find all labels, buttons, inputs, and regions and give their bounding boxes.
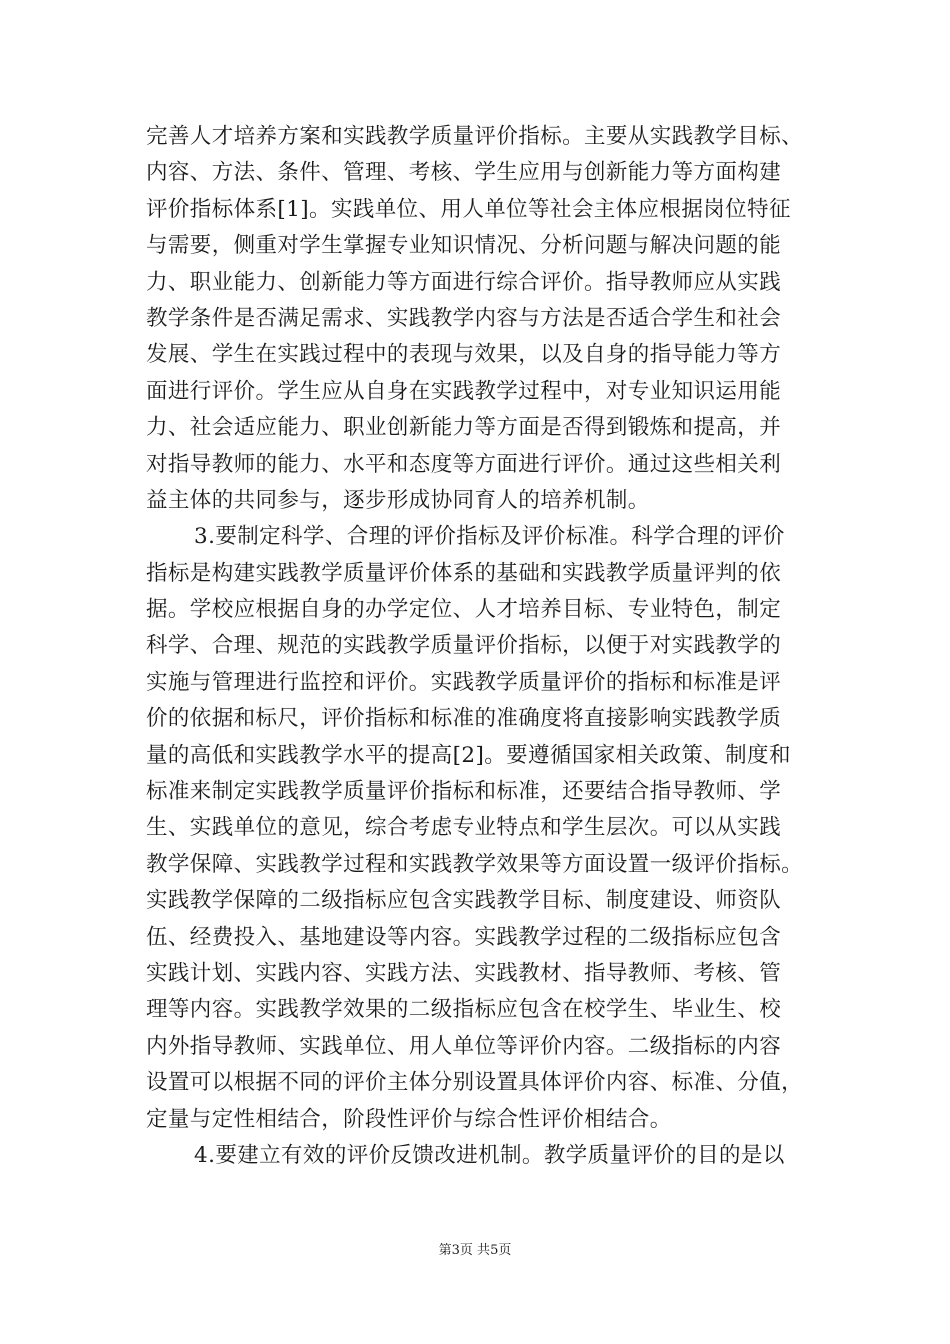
- page-number-middle: 页 共: [459, 1243, 491, 1258]
- text-line: 实践计划、实践内容、实践方法、实践教材、指导教师、考核、管: [146, 960, 782, 986]
- text-line: 价的依据和标尺，评价指标和标准的准确度将直接影响实践教学质: [146, 706, 782, 732]
- text-line: 设置可以根据不同的评价主体分别设置具体评价内容、标准、分值，: [146, 1070, 804, 1096]
- text-line: 完善人才培养方案和实践教学质量评价指标。主要从实践教学目标、: [146, 124, 804, 149]
- text-line: 评价指标体系[1]。实践单位、用人单位等社会主体应根据岗位特征: [146, 196, 791, 222]
- text-line: 内外指导教师、实践单位、用人单位等评价内容。二级指标的内容: [146, 1033, 782, 1059]
- text-line: 指标是构建实践教学质量评价体系的基础和实践教学质量评判的依: [146, 560, 782, 586]
- text-line: 标准来制定实践教学质量评价指标和标准，还要结合指导教师、学: [146, 779, 782, 805]
- page-number-suffix: 页: [498, 1243, 512, 1258]
- text-line: 对指导教师的能力、水平和态度等方面进行评价。通过这些相关利: [146, 451, 782, 477]
- paragraph-start-line: 3.要制定科学、合理的评价指标及评价标准。科学合理的评价: [194, 524, 785, 550]
- text-line: 据。学校应根据自身的办学定位、人才培养目标、专业特色，制定: [146, 597, 782, 623]
- text-line: 定量与定性相结合，阶段性评价与综合性评价相结合。: [146, 1106, 672, 1132]
- body-text: [146, 119, 808, 1174]
- text-line: 量的高低和实践教学水平的提高[2]。要遵循国家相关政策、制度和: [146, 742, 791, 768]
- text-line: 力、社会适应能力、职业创新能力等方面是否得到锻炼和提高，并: [146, 415, 782, 441]
- total-pages-number: 5: [490, 1243, 499, 1258]
- text-line: 教学保障、实践教学过程和实践教学效果等方面设置一级评价指标。: [146, 851, 804, 877]
- paragraph-start-line: 4.要建立有效的评价反馈改进机制。教学质量评价的目的是以: [194, 1142, 785, 1168]
- text-line: 益主体的共同参与，逐步形成协同育人的培养机制。: [146, 487, 650, 513]
- text-line: 伍、经费投入、基地建设等内容。实践教学过程的二级指标应包含: [146, 924, 782, 950]
- text-line: 内容、方法、条件、管理、考核、学生应用与创新能力等方面构建: [146, 160, 782, 186]
- text-line: 力、职业能力、创新能力等方面进行综合评价。指导教师应从实践: [146, 269, 782, 295]
- text-line: 教学条件是否满足需求、实践教学内容与方法是否适合学生和社会: [146, 305, 782, 331]
- text-line: 发展、学生在实践过程中的表现与效果，以及自身的指导能力等方: [146, 342, 782, 368]
- text-line: 与需要，侧重对学生掌握专业知识情况、分析问题与解决问题的能: [146, 233, 782, 259]
- text-line: 生、实践单位的意见，综合考虑专业特点和学生层次。可以从实践: [146, 815, 782, 841]
- text-line: 实施与管理进行监控和评价。实践教学质量评价的指标和标准是评: [146, 669, 782, 695]
- text-line: 科学、合理、规范的实践教学质量评价指标，以便于对实践教学的: [146, 633, 782, 659]
- page-number-prefix: 第: [438, 1243, 452, 1258]
- text-line: 理等内容。实践教学效果的二级指标应包含在校学生、毕业生、校: [146, 997, 782, 1023]
- text-line: 面进行评价。学生应从自身在实践教学过程中，对专业知识运用能: [146, 378, 782, 404]
- text-line: 实践教学保障的二级指标应包含实践教学目标、制度建设、师资队: [146, 888, 782, 914]
- page-footer: [0, 1243, 950, 1259]
- current-page-number: 3: [451, 1243, 460, 1258]
